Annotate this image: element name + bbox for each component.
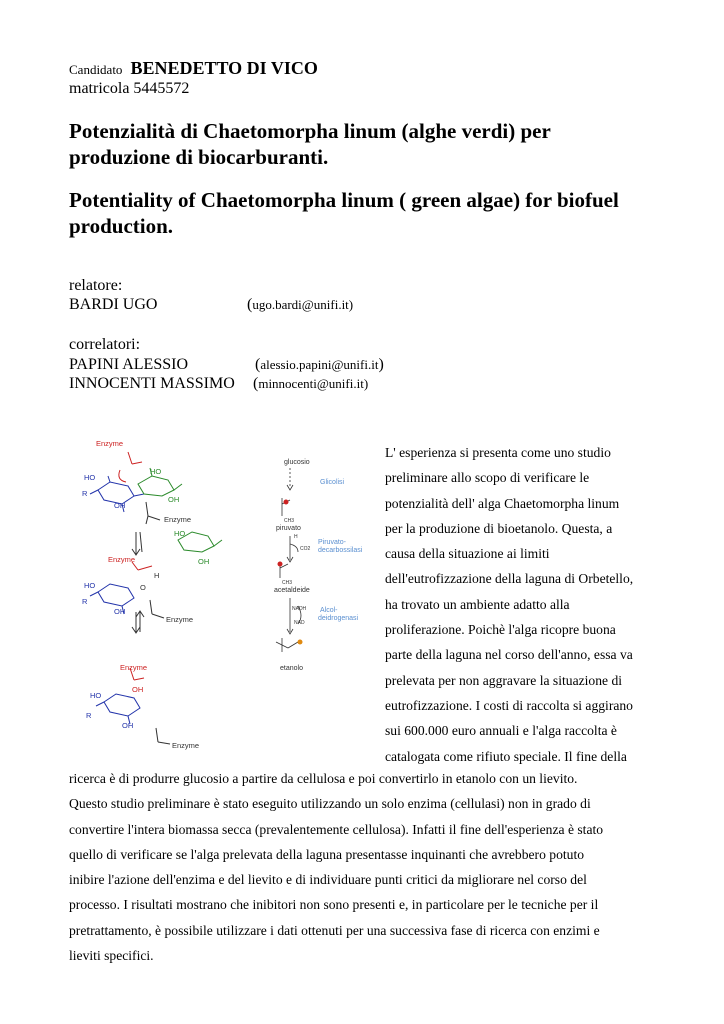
oh-dot <box>298 640 303 645</box>
paragraph-line: preliminare allo scopo di verificare le <box>385 470 590 486</box>
candidate-name: BENEDETTO DI VICO <box>130 58 318 78</box>
glicolisi-label: Glicolisi <box>320 479 345 486</box>
enzyme-label-2: Enzyme <box>164 515 192 524</box>
enzyme-label-5: Enzyme <box>120 663 148 672</box>
correlatore2-email-line <box>253 375 368 393</box>
nad-label: NAD <box>294 620 305 626</box>
relatore-label: relatore: <box>69 277 123 294</box>
ho-label-3: HO <box>174 529 186 538</box>
paragraph-line: ha trovato un ambiente adatto alla <box>385 596 570 612</box>
o-label-1: O <box>140 583 146 592</box>
r-label-3: R <box>86 711 92 720</box>
paragraph-line: sui 600.000 euro annuali e l'alga raccolta è <box>385 723 617 739</box>
enzyme-label-4: Enzyme <box>166 615 194 624</box>
correlatori-label: correlatori: <box>69 336 141 353</box>
alcol-deidrogenasi-label-1: Alcol- <box>320 607 338 614</box>
paragraph-line: proliferazione. Poichè l'alga ricopre buona <box>385 622 616 638</box>
correlatore1-paren-close: ) <box>378 356 384 373</box>
oh-label-3: OH <box>198 557 210 566</box>
candidate-label: Candidato <box>69 62 123 77</box>
intro-paragraph-column <box>385 440 633 769</box>
r-label-2: R <box>82 597 88 606</box>
piruvato-decarbossilasi-label-2: decarbossilasi <box>318 547 363 554</box>
correlatore1-paren-open: ( <box>255 356 261 373</box>
acetaldeide-label: acetaldeide <box>274 587 310 594</box>
paragraph-line: parte della laguna nel corso dell'anno, essa va <box>385 647 633 663</box>
piruvato-decarbossilasi-label-1: Piruvato- <box>318 539 347 546</box>
h-plus-label: H <box>294 534 298 540</box>
h-label-1: H <box>154 571 160 580</box>
paragraph-line: processo. I risultati mostrano che inibitori non sono presenti e, in particolare per le tecniche per il <box>69 897 599 913</box>
paragraph-line: pretrattamento, è possibile utilizzare i dati ottenuti per una successiva fase di ricerca con enzimi e <box>69 922 600 938</box>
relatore-email-line <box>247 296 353 314</box>
correlatore2-name: INNOCENTI MASSIMO <box>69 375 235 392</box>
paragraph-line: ricerca è di produrre glucosio a partire da cellulosa e poi convertirlo in etanolo con un lievito. <box>69 771 578 786</box>
piruvato-label: piruvato <box>276 525 301 532</box>
oh-label-6: OH <box>122 721 134 730</box>
paragraph-line: lieviti specifici. <box>69 948 154 964</box>
paragraph-line: inibire l'azione dell'enzima e del lievito e di individuare punti critici da migliorare nel corso del <box>69 872 587 888</box>
paragraph-line: catalogata come rifiuto speciale. Il fine della <box>385 748 627 764</box>
paragraph-line: quello di verificare se l'alga prelevata della laguna presentasse inquinanti che avrebbero potuto <box>69 846 585 862</box>
title-english-line2: production. <box>69 214 174 238</box>
oh-label-1: OH <box>114 501 126 510</box>
pathway-labels <box>274 459 363 672</box>
ho-label-1: HO <box>84 473 96 482</box>
paragraph-line: dell'eutrofizzazione della laguna di Orbetello, <box>385 571 634 587</box>
r-label-1: R <box>82 489 88 498</box>
co2-label: CO2 <box>300 546 311 552</box>
enzyme-label-1: Enzyme <box>96 439 124 448</box>
title-italian-line2: produzione di biocarburanti. <box>69 145 329 169</box>
paragraph-line: prelevata per non aggravare la situazione di <box>385 672 623 688</box>
paragraph-line: potenzialità dell' alga Chaetomorpha linum <box>385 495 620 511</box>
enzyme-label-3: Enzyme <box>108 555 136 564</box>
oh-label-5: OH <box>132 685 144 694</box>
paragraph-full-width <box>69 766 603 968</box>
paragraph-line: Questo studio preliminare è stato eseguito utilizzando un solo enzima (cellulasi) non in grado di <box>69 796 591 812</box>
ch3-label-1: CH3 <box>284 518 295 524</box>
oxygen-dot-2 <box>278 562 283 567</box>
ho-label-2: HO <box>150 467 162 476</box>
paragraph-line: eutrofizzazione. I costi di raccolta si aggirano <box>385 697 633 713</box>
relatore-paren: ( <box>247 296 253 313</box>
ch3-label-2: CH3 <box>282 580 293 586</box>
relatore-email: ugo.bardi@unifi.it) <box>252 297 354 312</box>
ho-label-4: HO <box>84 581 96 590</box>
oh-label-2: OH <box>168 495 180 504</box>
correlatore1-name: PAPINI ALESSIO <box>69 356 188 373</box>
fermentation-pathway-figure <box>268 452 374 677</box>
correlatore2-email: minnocenti@unifi.it) <box>258 376 369 391</box>
paragraph-line: per la produzione di bioetanolo. Questa, a <box>385 520 613 536</box>
relatore-name: BARDI UGO <box>69 296 158 313</box>
paragraph-line: L' esperienza si presenta come uno studio <box>385 445 611 460</box>
title-italian-line1: Potenzialità di Chaetomorpha linum (alghe verdi) per <box>69 119 551 143</box>
sugar-ring-2 <box>138 476 174 496</box>
enzyme-label-6: Enzyme <box>172 741 200 750</box>
correlatore1-email-line <box>255 356 384 374</box>
paragraph-line: causa della situazione ai limiti <box>385 546 550 562</box>
candidate-line <box>69 58 318 79</box>
title-english-line1: Potentiality of Chaetomorpha linum ( green algae) for biofuel <box>69 188 619 212</box>
sugar-ring-5 <box>104 694 140 716</box>
title-italian <box>69 118 551 170</box>
nadh-label: NADH <box>292 606 307 612</box>
sugar-ring-4 <box>98 584 134 606</box>
oh-label-4: OH <box>114 607 126 616</box>
oxygen-dot-1 <box>284 500 289 505</box>
correlatore1-email: alessio.papini@unifi.it <box>260 357 379 372</box>
enzyme-mechanism-figure <box>70 432 245 752</box>
correlatore2-paren-open: ( <box>253 375 259 392</box>
glucosio-label: glucosio <box>284 459 310 466</box>
ho-label-6: HO <box>90 691 102 700</box>
title-english <box>69 187 619 239</box>
alcol-deidrogenasi-label-2: deidrogenasi <box>318 615 359 622</box>
etanolo-label: etanolo <box>280 665 303 672</box>
paragraph-line: convertire l'intera biomassa secca (prevalentemente cellulosa). Infatti il fine dell'esperienza è stato <box>69 821 604 837</box>
matricola: matricola 5445572 <box>69 80 190 97</box>
